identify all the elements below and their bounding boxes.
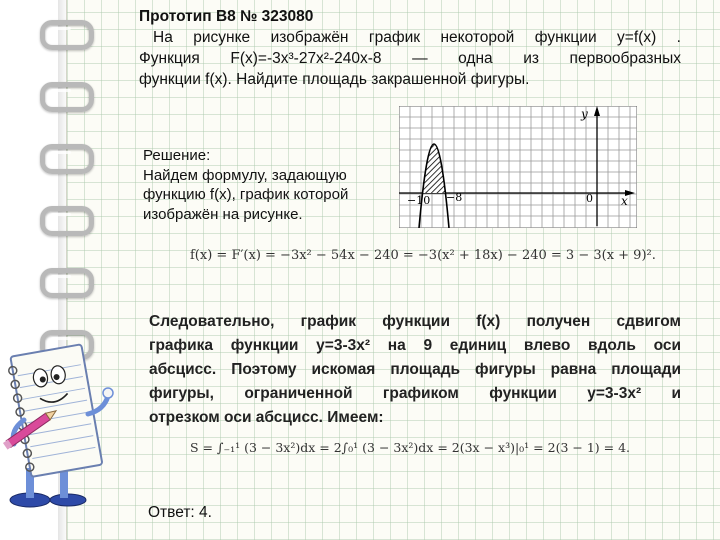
binder-ring [40, 144, 94, 174]
answer-text: Ответ: 4. [148, 504, 212, 521]
solution-line: изображён на рисунке. [143, 205, 303, 223]
tick-label-neg8: −8 [446, 191, 463, 204]
function-graph [399, 106, 637, 228]
explanation-line: Следовательно, график функции f(x) получен сдвигом [149, 313, 681, 330]
problem-statement [139, 6, 681, 90]
y-axis-label: y [581, 107, 588, 121]
x-axis-label: x [621, 194, 628, 208]
problem-line: Функция F(x)=-3x³-27x²-240x-8 — одна из первообразных [139, 50, 681, 67]
problem-line: На рисунке изображён график некоторой функции y=f(x) . [153, 29, 681, 46]
binder-ring [40, 82, 94, 112]
notebook-mascot-illustration [0, 340, 120, 510]
explanation-line: графика функции y=3-3x² на 9 единиц влево вдоль оси [149, 337, 681, 354]
solution-line: Решение: [143, 147, 211, 164]
tick-label-zero: 0 [586, 192, 593, 205]
derivative-formula: f(x) = F′(x) = −3x² − 54x − 240 = −3(x² + 18x) − 240 = 3 − 3(x + 9)². [190, 248, 656, 263]
explanation-line: отрезком оси абсцисс. Имеем: [149, 409, 384, 426]
area-integral-formula: S = ∫₋₁¹ (3 − 3x²)dx = 2∫₀¹ (3 − 3x²)dx = 2(3x − x³)|₀¹ = 2(3 − 1) = 4. [190, 440, 630, 455]
explanation-line: абсцисс. Поэтому искомая площадь фигуры равна площади [149, 361, 681, 378]
solution-line: Найдем формулу, задающую [143, 166, 347, 184]
solution-intro [143, 146, 403, 224]
explanation-paragraph [149, 310, 681, 430]
solution-line: функцию f(x), график которой [143, 186, 349, 203]
problem-title: Прототип B8 № 323080 [139, 8, 314, 25]
tick-label-neg10: −10 [407, 194, 431, 207]
binder-ring [40, 20, 94, 50]
binder-ring [40, 206, 94, 236]
problem-line: функции f(x). Найдите площадь закрашенной фигуры. [139, 71, 530, 88]
binder-ring [40, 268, 94, 298]
explanation-line: фигуры, ограниченной графиком функции y=3-3x² и [149, 385, 681, 402]
